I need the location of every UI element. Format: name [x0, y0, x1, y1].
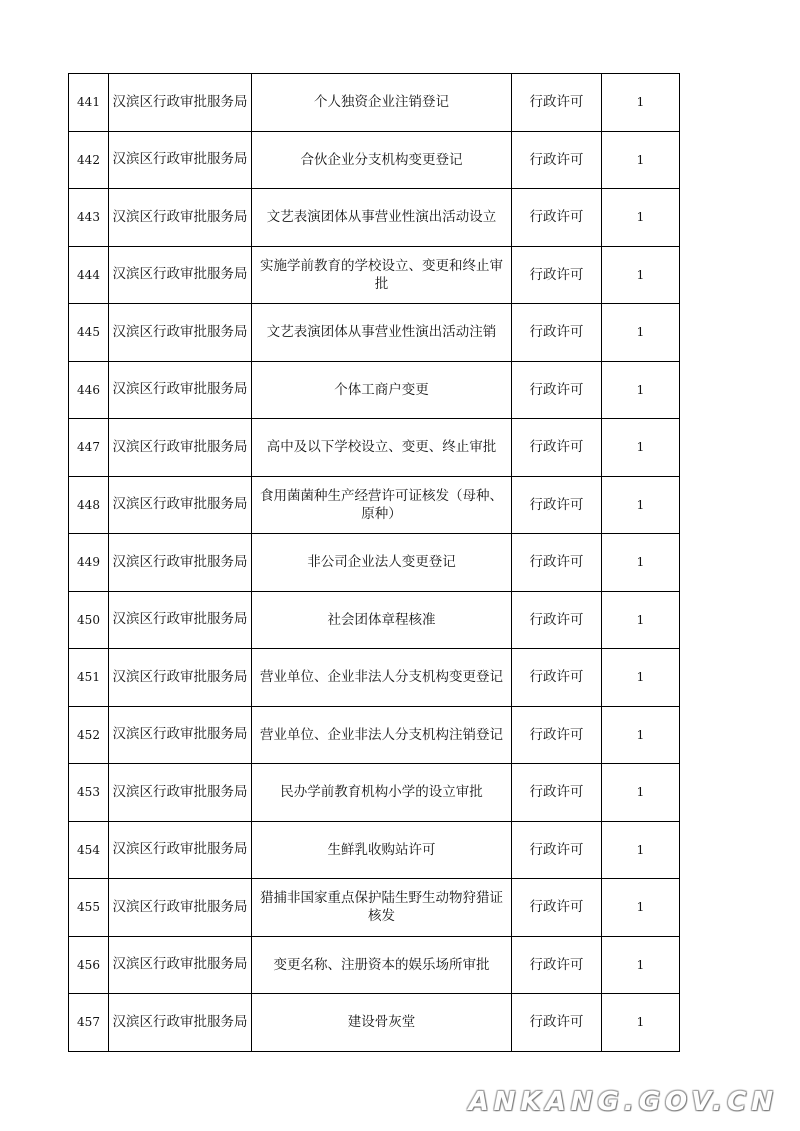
row-number-cell: 448: [69, 476, 109, 534]
item-type-cell: 行政许可: [512, 304, 602, 362]
department-cell: 汉滨区行政审批服务局: [109, 764, 252, 822]
item-type-cell: 行政许可: [512, 419, 602, 477]
row-number-cell: 450: [69, 591, 109, 649]
row-number-cell: 445: [69, 304, 109, 362]
item-name-cell: 高中及以下学校设立、变更、终止审批: [252, 419, 512, 477]
count-cell: 1: [602, 304, 680, 362]
row-number-cell: 449: [69, 534, 109, 592]
count-cell: 1: [602, 706, 680, 764]
table-row: [69, 131, 680, 189]
count-cell: 1: [602, 74, 680, 132]
table-row: [69, 936, 680, 994]
department-cell: 汉滨区行政审批服务局: [109, 879, 252, 937]
item-name-cell: 实施学前教育的学校设立、变更和终止审批: [252, 246, 512, 304]
item-type-cell: 行政许可: [512, 361, 602, 419]
table-row: [69, 74, 680, 132]
department-cell: 汉滨区行政审批服务局: [109, 304, 252, 362]
row-number-cell: 453: [69, 764, 109, 822]
item-name-cell: 变更名称、注册资本的娱乐场所审批: [252, 936, 512, 994]
item-type-cell: 行政许可: [512, 994, 602, 1052]
row-number-cell: 447: [69, 419, 109, 477]
item-name-cell: 个体工商户变更: [252, 361, 512, 419]
department-cell: 汉滨区行政审批服务局: [109, 534, 252, 592]
item-name-cell: 猎捕非国家重点保护陆生野生动物狩猎证核发: [252, 879, 512, 937]
site-watermark: ANKANG.GOV.CN: [468, 1087, 778, 1117]
table-row: [69, 419, 680, 477]
item-name-cell: 营业单位、企业非法人分支机构变更登记: [252, 649, 512, 707]
table-row: [69, 879, 680, 937]
count-cell: 1: [602, 534, 680, 592]
department-cell: 汉滨区行政审批服务局: [109, 649, 252, 707]
table-row: [69, 821, 680, 879]
item-type-cell: 行政许可: [512, 821, 602, 879]
table-row: [69, 361, 680, 419]
department-cell: 汉滨区行政审批服务局: [109, 994, 252, 1052]
item-name-cell: 文艺表演团体从事营业性演出活动注销: [252, 304, 512, 362]
item-name-cell: 社会团体章程核准: [252, 591, 512, 649]
department-cell: 汉滨区行政审批服务局: [109, 821, 252, 879]
item-type-cell: 行政许可: [512, 706, 602, 764]
table-row: [69, 764, 680, 822]
department-cell: 汉滨区行政审批服务局: [109, 706, 252, 764]
item-type-cell: 行政许可: [512, 131, 602, 189]
department-cell: 汉滨区行政审批服务局: [109, 131, 252, 189]
count-cell: 1: [602, 879, 680, 937]
department-cell: 汉滨区行政审批服务局: [109, 74, 252, 132]
item-type-cell: 行政许可: [512, 476, 602, 534]
item-name-cell: 生鲜乳收购站许可: [252, 821, 512, 879]
item-name-cell: 文艺表演团体从事营业性演出活动设立: [252, 189, 512, 247]
count-cell: 1: [602, 764, 680, 822]
count-cell: 1: [602, 649, 680, 707]
row-number-cell: 444: [69, 246, 109, 304]
count-cell: 1: [602, 246, 680, 304]
department-cell: 汉滨区行政审批服务局: [109, 591, 252, 649]
table-row: [69, 994, 680, 1052]
item-type-cell: 行政许可: [512, 246, 602, 304]
approval-items-table: [68, 73, 680, 1052]
department-cell: 汉滨区行政审批服务局: [109, 419, 252, 477]
row-number-cell: 457: [69, 994, 109, 1052]
table-row: [69, 246, 680, 304]
table-row: [69, 476, 680, 534]
department-cell: 汉滨区行政审批服务局: [109, 189, 252, 247]
row-number-cell: 443: [69, 189, 109, 247]
item-name-cell: 非公司企业法人变更登记: [252, 534, 512, 592]
department-cell: 汉滨区行政审批服务局: [109, 476, 252, 534]
row-number-cell: 446: [69, 361, 109, 419]
table-body: [69, 74, 680, 1052]
count-cell: 1: [602, 476, 680, 534]
item-type-cell: 行政许可: [512, 936, 602, 994]
row-number-cell: 441: [69, 74, 109, 132]
item-name-cell: 食用菌菌种生产经营许可证核发（母种、原种）: [252, 476, 512, 534]
table-row: [69, 649, 680, 707]
department-cell: 汉滨区行政审批服务局: [109, 246, 252, 304]
item-name-cell: 营业单位、企业非法人分支机构注销登记: [252, 706, 512, 764]
item-name-cell: 民办学前教育机构小学的设立审批: [252, 764, 512, 822]
department-cell: 汉滨区行政审批服务局: [109, 936, 252, 994]
count-cell: 1: [602, 591, 680, 649]
item-name-cell: 个人独资企业注销登记: [252, 74, 512, 132]
row-number-cell: 454: [69, 821, 109, 879]
count-cell: 1: [602, 131, 680, 189]
count-cell: 1: [602, 821, 680, 879]
row-number-cell: 452: [69, 706, 109, 764]
table-row: [69, 534, 680, 592]
row-number-cell: 442: [69, 131, 109, 189]
item-name-cell: 建设骨灰堂: [252, 994, 512, 1052]
item-type-cell: 行政许可: [512, 189, 602, 247]
item-type-cell: 行政许可: [512, 879, 602, 937]
department-cell: 汉滨区行政审批服务局: [109, 361, 252, 419]
row-number-cell: 455: [69, 879, 109, 937]
table-row: [69, 706, 680, 764]
count-cell: 1: [602, 419, 680, 477]
count-cell: 1: [602, 994, 680, 1052]
item-type-cell: 行政许可: [512, 649, 602, 707]
item-type-cell: 行政许可: [512, 591, 602, 649]
table-row: [69, 304, 680, 362]
count-cell: 1: [602, 936, 680, 994]
count-cell: 1: [602, 189, 680, 247]
table-row: [69, 591, 680, 649]
item-type-cell: 行政许可: [512, 74, 602, 132]
item-name-cell: 合伙企业分支机构变更登记: [252, 131, 512, 189]
item-type-cell: 行政许可: [512, 764, 602, 822]
item-type-cell: 行政许可: [512, 534, 602, 592]
count-cell: 1: [602, 361, 680, 419]
row-number-cell: 456: [69, 936, 109, 994]
table-row: [69, 189, 680, 247]
row-number-cell: 451: [69, 649, 109, 707]
